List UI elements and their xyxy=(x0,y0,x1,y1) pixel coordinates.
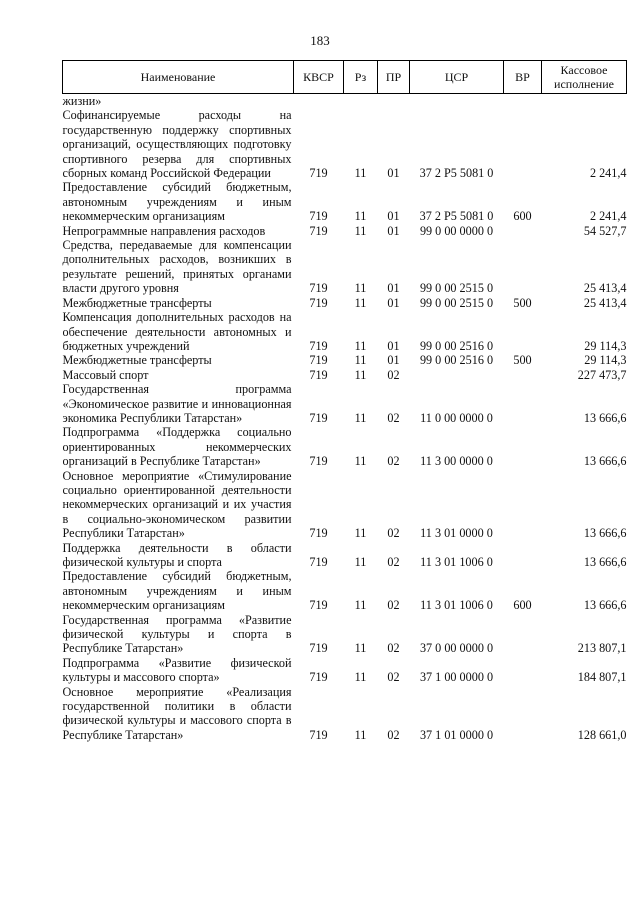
cell-rz: 11 xyxy=(354,338,367,353)
cell-rz: 11 xyxy=(354,454,367,469)
cell-csr: 37 2 P5 5081 0 xyxy=(419,166,494,181)
table-row xyxy=(63,108,627,180)
cell-vr xyxy=(504,224,542,238)
cell-sum: 13 666,6 xyxy=(583,454,627,469)
cell-kvsr: 719 xyxy=(309,598,328,613)
cell-sum: 29 114,3 xyxy=(584,338,627,353)
cell-name: Основное мероприятие «Стимулирование социально ориентированной деятельности некоммерческих организаций и их участия в социально-экономическом развитии Республики Татарстан» xyxy=(62,468,292,541)
cell-csr: 37 1 01 0000 0 xyxy=(419,727,494,742)
cell-sum: 227 473,7 xyxy=(577,367,627,382)
table-row xyxy=(63,238,627,296)
header-rz: Рз xyxy=(344,61,378,94)
cell-vr: 600 xyxy=(513,598,532,613)
cell-kvsr: 719 xyxy=(309,555,328,569)
table-row xyxy=(63,224,627,238)
cell-csr: 11 3 01 1006 0 xyxy=(420,555,493,569)
cell-csr: 99 0 00 2516 0 xyxy=(419,353,494,368)
cell-kvsr: 719 xyxy=(309,727,328,742)
cell-vr xyxy=(504,685,542,743)
cell-sum: 25 413,4 xyxy=(583,281,627,296)
cell-pr: 02 xyxy=(387,367,400,382)
cell-vr: 500 xyxy=(513,295,532,310)
cell-pr xyxy=(378,94,410,109)
cell-name: Межбюджетные трансферты xyxy=(62,295,212,310)
table-row xyxy=(63,656,627,685)
cell-sum: 184 807,1 xyxy=(577,670,627,685)
cell-name: Предоставление субсидий бюджетным, автономным учреждениям и иным некоммерческим организациям xyxy=(62,180,292,224)
cell-pr: 01 xyxy=(387,295,400,310)
cell-sum: 2 241,4 xyxy=(589,166,627,181)
cell-name: Массовый спорт xyxy=(62,367,149,382)
cell-rz xyxy=(344,94,378,109)
cell-csr: 37 0 00 0000 0 xyxy=(419,641,494,656)
cell-sum: 29 114,3 xyxy=(584,353,627,368)
cell-pr: 01 xyxy=(387,281,400,296)
cell-name: Непрограммные направления расходов xyxy=(62,223,266,238)
header-name: Наименование xyxy=(63,61,294,94)
table-row xyxy=(63,180,627,223)
cell-kvsr: 719 xyxy=(309,209,328,224)
cell-kvsr: 719 xyxy=(309,223,328,238)
cell-csr: 37 2 P5 5081 0 xyxy=(419,209,494,224)
table-body xyxy=(63,94,627,743)
cell-csr: 99 0 00 0000 0 xyxy=(419,223,494,238)
cell-vr xyxy=(504,541,542,570)
cell-name: Поддержка деятельности в области физической культуры и спорта xyxy=(62,540,292,569)
table-row xyxy=(63,368,627,382)
cell-pr: 01 xyxy=(387,209,400,224)
cell-rz: 11 xyxy=(354,223,367,238)
cell-pr: 02 xyxy=(387,454,400,469)
cell-name: Межбюджетные трансферты xyxy=(62,353,212,368)
cell-csr: 99 0 00 2515 0 xyxy=(419,295,494,310)
cell-rz: 11 xyxy=(354,353,367,368)
cell-name: жизни» xyxy=(62,94,102,108)
header-pr: ПР xyxy=(378,61,410,94)
cell-rz: 11 xyxy=(354,526,367,541)
cell-vr xyxy=(504,469,542,541)
cell-sum: 13 666,6 xyxy=(583,410,627,425)
cell-csr xyxy=(410,94,504,109)
cell-sum: 54 527,7 xyxy=(583,223,627,238)
cell-sum: 13 666,6 xyxy=(583,555,627,569)
cell-rz: 11 xyxy=(354,727,367,742)
table-row xyxy=(63,353,627,367)
cell-pr: 01 xyxy=(387,223,400,238)
cell-pr: 01 xyxy=(387,166,400,181)
cell-kvsr: 719 xyxy=(309,367,328,382)
cell-rz: 11 xyxy=(354,166,367,181)
cell-pr: 02 xyxy=(387,727,400,742)
cell-vr xyxy=(504,368,542,382)
cell-name: Средства, передаваемые для компенсации дополнительных расходов, возникших в результате решений, принятых органами власти другого уровня xyxy=(62,238,292,296)
cell-csr: 11 3 01 1006 0 xyxy=(420,598,493,613)
cell-sum: 13 666,6 xyxy=(583,598,627,613)
cell-pr: 02 xyxy=(387,555,400,569)
cell-kvsr xyxy=(294,94,344,109)
cell-name: Государственная программа «Экономическое развитие и инновационная экономика Республики Татарстан» xyxy=(62,382,292,425)
cell-rz: 11 xyxy=(354,295,367,310)
cell-pr: 02 xyxy=(387,598,400,613)
header-sum: Кассовое исполнение xyxy=(542,61,627,94)
cell-sum: 128 661,0 xyxy=(577,727,627,742)
cell-csr: 11 0 00 0000 0 xyxy=(420,410,493,425)
cell-name: Основное мероприятие «Реализация государственной политики в области физической культуры и массового спорта в Республике Татарстан» xyxy=(62,684,292,742)
table-row xyxy=(63,310,627,353)
cell-rz: 11 xyxy=(354,209,367,224)
cell-kvsr: 719 xyxy=(309,641,328,656)
table-row xyxy=(63,94,627,109)
table-row xyxy=(63,613,627,656)
cell-sum xyxy=(542,94,627,109)
table-row xyxy=(63,296,627,310)
cell-vr xyxy=(504,382,542,425)
cell-vr: 600 xyxy=(513,209,532,224)
cell-csr: 99 0 00 2515 0 xyxy=(419,281,494,296)
cell-pr: 01 xyxy=(387,338,400,353)
cell-kvsr: 719 xyxy=(309,526,328,541)
page-number: 183 xyxy=(310,33,330,48)
cell-name: Софинансируемые расходы на государственную поддержку спортивных организаций, осуществляющих подготовку спортивного резерва для спортивных сборных команд Российской Федерации xyxy=(62,108,292,181)
cell-rz: 11 xyxy=(354,670,367,685)
table-row xyxy=(63,685,627,743)
cell-rz: 11 xyxy=(354,598,367,613)
cell-rz: 11 xyxy=(354,641,367,656)
cell-sum: 25 413,4 xyxy=(583,295,627,310)
table-row xyxy=(63,541,627,570)
table-row xyxy=(63,469,627,541)
table-row xyxy=(63,569,627,612)
header-kvsr: КВСР xyxy=(294,61,344,94)
cell-vr xyxy=(504,108,542,180)
cell-csr xyxy=(410,368,504,382)
table-row xyxy=(63,382,627,425)
cell-vr xyxy=(504,94,542,109)
cell-rz: 11 xyxy=(354,281,367,296)
cell-kvsr: 719 xyxy=(309,338,328,353)
cell-kvsr: 719 xyxy=(309,353,328,368)
cell-pr: 02 xyxy=(387,410,400,425)
cell-rz: 11 xyxy=(354,410,367,425)
header-csr: ЦСР xyxy=(410,61,504,94)
cell-sum: 13 666,6 xyxy=(583,526,627,541)
cell-vr xyxy=(504,238,542,296)
budget-execution-table xyxy=(62,60,627,742)
cell-rz: 11 xyxy=(354,367,367,382)
cell-kvsr: 719 xyxy=(309,670,328,685)
cell-vr xyxy=(504,656,542,685)
cell-csr: 11 3 01 0000 0 xyxy=(420,526,493,541)
cell-name: Предоставление субсидий бюджетным, автономным учреждениям и иным некоммерческим организациям xyxy=(62,569,292,613)
table-header-row xyxy=(63,61,627,94)
cell-vr xyxy=(504,425,542,468)
cell-kvsr: 719 xyxy=(309,410,328,425)
cell-kvsr: 719 xyxy=(309,166,328,181)
cell-csr: 99 0 00 2516 0 xyxy=(419,338,494,353)
cell-rz: 11 xyxy=(354,555,367,569)
cell-csr: 11 3 00 0000 0 xyxy=(420,454,493,469)
cell-vr: 500 xyxy=(513,353,532,368)
cell-sum: 2 241,4 xyxy=(589,209,627,224)
cell-name: Компенсация дополнительных расходов на обеспечение деятельности автономных и бюджетных учреждений xyxy=(62,310,292,353)
cell-kvsr: 719 xyxy=(309,295,328,310)
cell-pr: 02 xyxy=(387,641,400,656)
cell-csr: 37 1 00 0000 0 xyxy=(419,670,494,685)
cell-kvsr: 719 xyxy=(309,454,328,469)
cell-pr: 02 xyxy=(387,526,400,541)
cell-pr: 01 xyxy=(387,353,400,368)
cell-sum: 213 807,1 xyxy=(577,641,627,656)
table-row xyxy=(63,425,627,468)
header-vr: ВР xyxy=(504,61,542,94)
cell-vr xyxy=(504,613,542,656)
cell-name: Государственная программа «Развитие физической культуры и спорта в Республике Татарстан» xyxy=(62,612,292,656)
cell-pr: 02 xyxy=(387,670,400,685)
cell-kvsr: 719 xyxy=(309,281,328,296)
cell-vr xyxy=(504,310,542,353)
cell-name: Подпрограмма «Развитие физической культуры и массового спорта» xyxy=(62,655,292,685)
cell-name: Подпрограмма «Поддержка социально ориентированных некоммерческих организаций в Республике Татарстан» xyxy=(62,425,292,469)
